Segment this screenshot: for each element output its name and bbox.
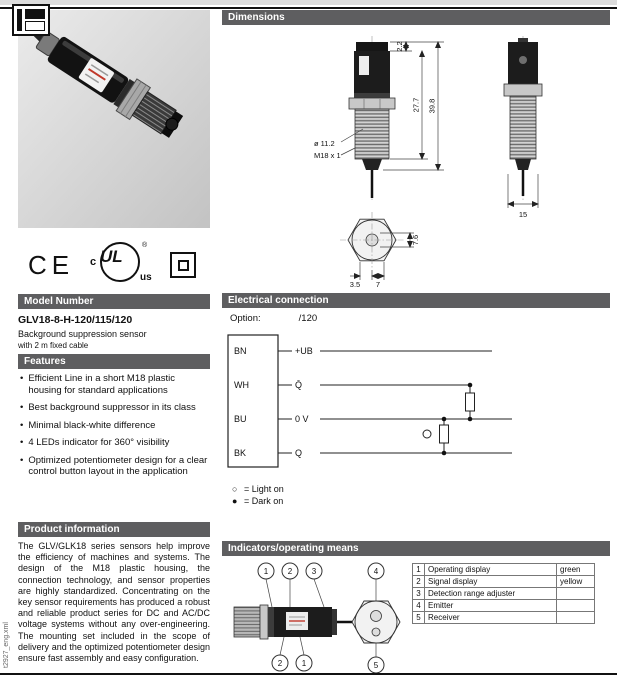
front-view bbox=[349, 36, 395, 200]
junction-dot bbox=[442, 451, 447, 456]
junction-dot bbox=[468, 417, 473, 422]
feature-text: Minimal black-white difference bbox=[28, 419, 156, 431]
top-strip bbox=[0, 0, 617, 5]
wire-id: BK bbox=[234, 448, 247, 458]
features-header: Features bbox=[18, 354, 210, 369]
certifications bbox=[18, 238, 210, 296]
row-value: green bbox=[557, 564, 595, 576]
table-row bbox=[413, 612, 595, 624]
wire-id: WH bbox=[234, 380, 249, 390]
load-resistor bbox=[440, 425, 449, 443]
row-value: yellow bbox=[557, 576, 595, 588]
ul-c-label: c bbox=[90, 256, 97, 268]
row-number: 3 bbox=[413, 588, 425, 600]
model-number-text: GLV18-8-H-120/115/120 bbox=[18, 314, 133, 326]
signal-label: Q bbox=[295, 448, 303, 458]
ul-letters: UL bbox=[100, 247, 123, 266]
indicators-section bbox=[222, 559, 610, 683]
model-description: Background suppression sensor bbox=[18, 329, 147, 339]
callout-number: 3 bbox=[311, 567, 317, 576]
row-number: 4 bbox=[413, 600, 425, 612]
bullet-icon: • bbox=[20, 402, 24, 413]
model-number-header: Model Number bbox=[18, 294, 210, 309]
dimensions-drawing bbox=[222, 28, 608, 290]
callout-number: 1 bbox=[263, 567, 269, 576]
feature-text: Optimized potentiometer design for a clear control button layout in the application bbox=[28, 454, 208, 477]
callout-number: 1 bbox=[301, 659, 307, 668]
doc-code: t2927_eng.xml bbox=[3, 622, 10, 668]
bullet-icon: • bbox=[20, 454, 24, 466]
table-row bbox=[413, 564, 595, 576]
ul-certification-mark bbox=[90, 240, 152, 290]
top-rule bbox=[0, 7, 617, 9]
left-column bbox=[18, 10, 210, 683]
row-value bbox=[557, 588, 595, 600]
callout-number: 4 bbox=[373, 567, 379, 576]
logo-cells bbox=[25, 9, 45, 31]
light-on-icon: ○ bbox=[232, 484, 238, 494]
row-label: Operating display bbox=[425, 564, 557, 576]
ce-mark: CE bbox=[28, 250, 75, 280]
legend-text: = Light on bbox=[244, 484, 284, 494]
indicators-drawing bbox=[224, 559, 409, 681]
wire-id: BU bbox=[234, 414, 247, 424]
callout-number: 2 bbox=[277, 659, 283, 668]
dim-total-label: 39.8 bbox=[427, 98, 437, 114]
dim-top-label: 2.2 bbox=[395, 41, 404, 52]
row-label: Detection range adjuster bbox=[425, 588, 557, 600]
feature-text: Efficient Line in a short M18 plastic housing for standard applications bbox=[28, 373, 175, 396]
row-value bbox=[557, 612, 595, 624]
wiring-diagram bbox=[222, 329, 608, 479]
signal-label: +UB bbox=[295, 346, 313, 356]
callout-number: 2 bbox=[287, 567, 293, 576]
load-resistor bbox=[466, 393, 475, 411]
face-view bbox=[340, 212, 414, 280]
indicators-header: Indicators/operating means bbox=[222, 541, 610, 556]
signal-label: 0 V bbox=[295, 414, 309, 424]
row-label: Receiver bbox=[425, 612, 557, 624]
product-photo bbox=[18, 10, 210, 228]
option-label: Option: bbox=[230, 313, 261, 324]
light-on-marker bbox=[423, 430, 431, 438]
ul-us-label: us bbox=[140, 272, 152, 283]
receiver-lens bbox=[372, 628, 380, 636]
electrical-header: Electrical connection bbox=[222, 293, 610, 308]
table-row bbox=[413, 588, 595, 600]
indicators-table bbox=[412, 563, 595, 624]
legend-item bbox=[232, 495, 284, 507]
feature-item bbox=[20, 455, 210, 478]
table-row bbox=[413, 600, 595, 612]
model-description-2: with 2 m fixed cable bbox=[18, 341, 89, 350]
dim-face-a-label: 3.5 bbox=[349, 280, 361, 289]
switching-legend bbox=[232, 483, 284, 507]
dark-on-icon: ● bbox=[232, 496, 238, 506]
dim-mid-label: 27.7 bbox=[411, 97, 421, 113]
dim-thread-label: M18 x 1 bbox=[314, 151, 341, 160]
option-row bbox=[230, 313, 317, 324]
row-number: 1 bbox=[413, 564, 425, 576]
dim-face-height-label: 7.6 bbox=[411, 234, 420, 246]
logo-cell bbox=[25, 9, 45, 19]
wire-lines bbox=[278, 351, 512, 453]
signal-label: Q̄ bbox=[295, 380, 303, 390]
side-view bbox=[504, 36, 542, 208]
logo-bar bbox=[17, 9, 22, 31]
product-info-header: Product information bbox=[18, 522, 210, 537]
feature-text: Best background suppressor in its class bbox=[28, 402, 196, 413]
table-row bbox=[413, 576, 595, 588]
legend-text: = Dark on bbox=[244, 496, 284, 506]
dim-face-b-label: 7 bbox=[375, 280, 381, 289]
row-value bbox=[557, 600, 595, 612]
feature-text: 4 LEDs indicator for 360° visibility bbox=[28, 437, 170, 448]
logo-cell bbox=[25, 21, 45, 31]
feature-item bbox=[20, 402, 210, 414]
dim-diameter-label: ø 11.2 bbox=[314, 139, 335, 148]
protection-class-2-icon bbox=[170, 252, 196, 278]
row-number: 5 bbox=[413, 612, 425, 624]
feature-item bbox=[20, 373, 210, 396]
junction-dot bbox=[468, 383, 473, 388]
dim-side-width-label: 15 bbox=[518, 210, 528, 219]
feature-item bbox=[20, 420, 210, 432]
callout-number: 5 bbox=[373, 661, 379, 670]
pepperl-fuchs-logo bbox=[12, 4, 50, 36]
wire-id: BN bbox=[234, 346, 247, 356]
electrical-section bbox=[222, 311, 608, 541]
product-info-text: The GLV/GLK18 series sensors help improve the efficiency of machines and systems. The design of the M18 plastic housing, the connection technology, and sensor properties are highly standardized. Concentrating on the key sensor requirements has produced a robust and reliable product series for DC and AC/DC voltage systems without any over-engineering. The mounting set included in the scope of delivery and the optimized potentiometer design ensure fast assembly and easy configuration. bbox=[18, 541, 210, 664]
dimensions-header: Dimensions bbox=[222, 10, 610, 25]
option-value: /120 bbox=[298, 313, 318, 324]
right-column bbox=[222, 10, 610, 683]
emitter-lens bbox=[371, 611, 382, 622]
bullet-icon: • bbox=[20, 373, 24, 384]
sensor-side-view bbox=[234, 605, 356, 639]
row-number: 2 bbox=[413, 576, 425, 588]
row-label: Emitter bbox=[425, 600, 557, 612]
registered-icon: ® bbox=[142, 242, 148, 249]
feature-item bbox=[20, 437, 210, 449]
legend-item bbox=[232, 483, 284, 495]
features-list bbox=[20, 373, 210, 484]
bullet-icon: • bbox=[20, 437, 24, 448]
junction-dot bbox=[442, 417, 447, 422]
bullet-icon: • bbox=[20, 419, 24, 431]
bottom-rule bbox=[0, 673, 617, 675]
sensor-face-view bbox=[352, 601, 400, 643]
row-label: Signal display bbox=[425, 576, 557, 588]
